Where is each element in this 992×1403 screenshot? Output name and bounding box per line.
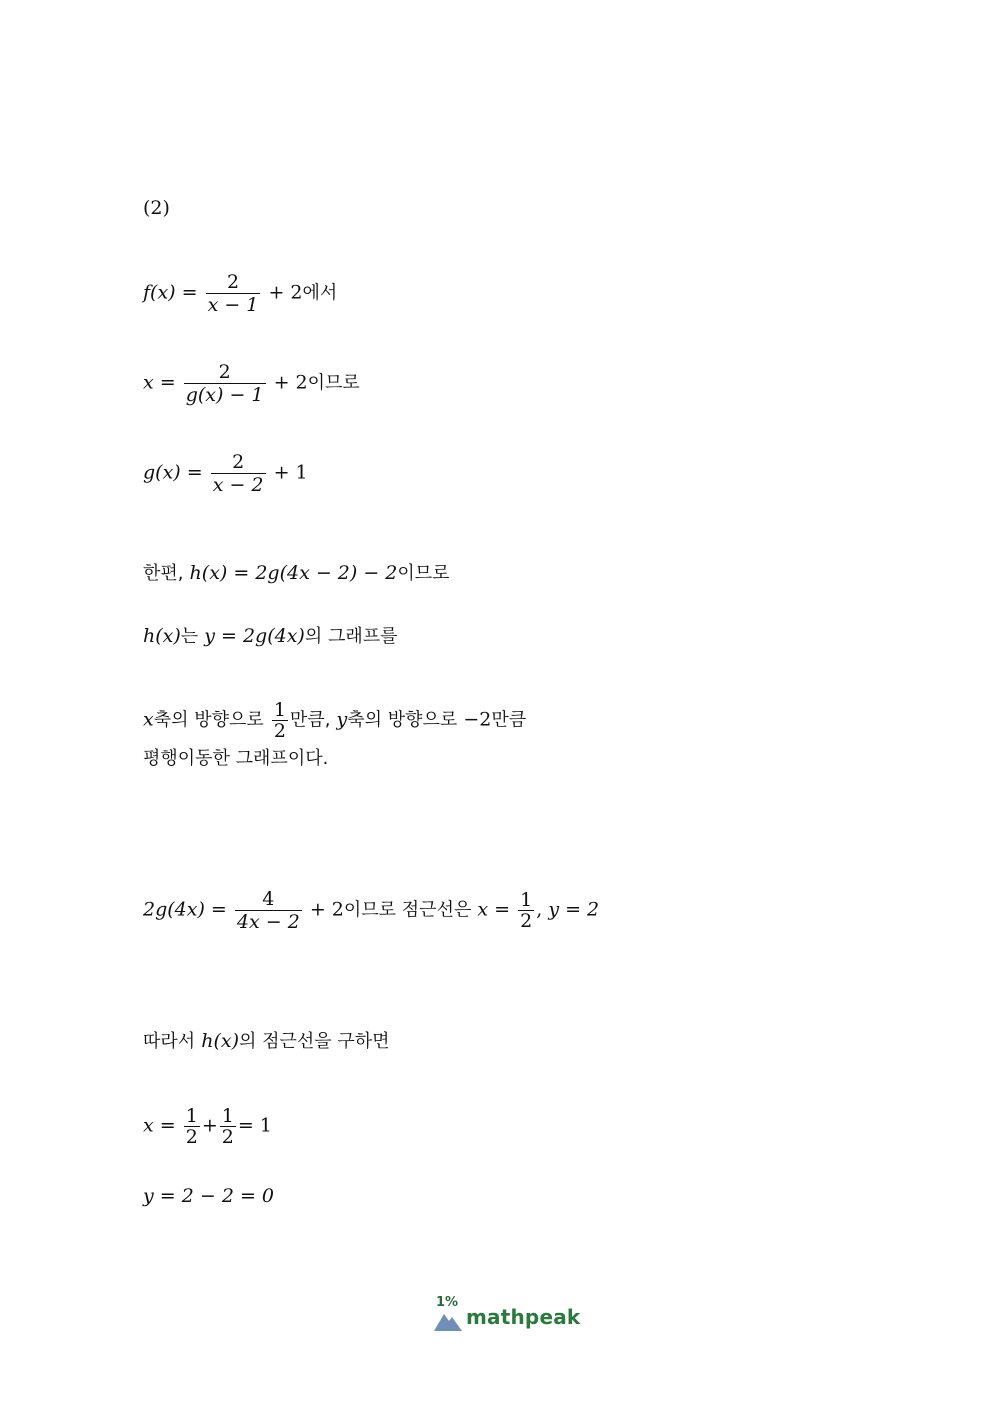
graph-expression-2: y = 2g(4x) [204, 625, 305, 647]
result-x-plus: + [201, 1114, 218, 1137]
asymptote-y: y = 2 [548, 898, 600, 921]
therefore-korean-2: 의 점근선을 구하면 [239, 1031, 390, 1052]
result-x-fraction-2 [220, 1106, 236, 1147]
step-3 [143, 451, 308, 496]
therefore-expression: h(x) [201, 1030, 239, 1052]
step-1-korean: 에서 [302, 282, 338, 304]
step-3-numerator: 2 [211, 451, 266, 474]
meanwhile-korean-2: 이므로 [397, 563, 450, 584]
shift-fraction [272, 700, 288, 741]
step-2 [143, 361, 360, 406]
step-2-denominator: g(x) − 1 [185, 384, 264, 406]
meanwhile-korean: 한편, [143, 563, 184, 584]
step-3-fraction [211, 451, 266, 496]
step-3-rhs: + 1 [273, 461, 308, 484]
step-3-lhs: g(x) = [143, 461, 203, 484]
asymptote-x-fraction [518, 890, 534, 931]
asymptote-denominator: 4x − 2 [236, 911, 300, 933]
shift-denominator: 2 [273, 720, 286, 742]
logo-wordmark: mathpeak [466, 1305, 581, 1329]
therefore-line [143, 1029, 390, 1054]
step-3-denominator: x − 2 [212, 474, 264, 496]
meanwhile-line [143, 561, 450, 586]
asymptote-rhs: + 2 [309, 898, 344, 921]
step-1-denominator: x − 1 [207, 294, 259, 316]
result-x-fraction-1 [184, 1106, 200, 1147]
step-1 [143, 271, 337, 316]
logo-percent: 1% [436, 1295, 459, 1310]
mountain-icon [434, 1311, 462, 1331]
problem-number: (2) [143, 197, 170, 219]
shift-amount: −2 [463, 708, 492, 731]
result-x-lhs: x = [143, 1114, 176, 1137]
shift-y: y [336, 708, 348, 731]
shift-end-line: 평행이동한 그래프이다. [143, 748, 329, 769]
asymptote-x-lhs: x = [477, 898, 511, 921]
asymptote-comma: , [536, 898, 543, 921]
shift-korean-1: 축의 방향으로 [153, 709, 264, 731]
step-2-fraction [184, 361, 266, 406]
asymptote-korean: 이므로 점근선은 [343, 899, 472, 921]
asymptote-lhs: 2g(4x) = [143, 898, 227, 921]
result-y-line [143, 1184, 274, 1208]
step-2-korean: 이므로 [307, 372, 360, 394]
step-1-fraction [206, 271, 261, 316]
step-1-lhs: f(x) = [143, 281, 198, 304]
result-x-numerator-1: 1 [185, 1105, 198, 1127]
graph-korean-1: 는 [180, 626, 199, 647]
step-2-lhs: x = [143, 371, 176, 394]
asymptote-x-numerator: 1 [520, 889, 533, 911]
asymptote-fraction [235, 888, 302, 933]
step-1-rhs: + 2 [268, 281, 303, 304]
step-2-rhs: + 2 [273, 371, 308, 394]
therefore-korean-1: 따라서 [143, 1031, 196, 1052]
step-1-numerator: 2 [206, 271, 261, 294]
shift-korean-3: 축의 방향으로 [347, 709, 458, 731]
graph-expression-1: h(x) [143, 625, 181, 647]
shift-numerator: 1 [273, 699, 286, 721]
result-x-line [143, 1106, 272, 1147]
graph-line [143, 624, 398, 649]
meanwhile-expression: h(x) = 2g(4x − 2) − 2 [189, 562, 398, 584]
result-x-rhs: = 1 [237, 1114, 272, 1137]
step-2-numerator: 2 [184, 361, 266, 384]
result-x-numerator-2: 1 [221, 1105, 234, 1127]
mathpeak-logo [434, 1295, 581, 1335]
shift-korean-2: 만큼, [289, 709, 331, 731]
shift-line [143, 700, 526, 741]
result-y-expression: y = 2 − 2 = 0 [143, 1185, 274, 1207]
result-x-denominator-2: 2 [221, 1126, 234, 1148]
asymptote-numerator: 4 [235, 888, 302, 911]
asymptote-line [143, 888, 599, 933]
shift-korean-4: 만큼 [491, 709, 527, 731]
result-x-denominator-1: 2 [185, 1126, 198, 1148]
asymptote-x-denominator: 2 [520, 910, 533, 932]
shift-x: x [143, 708, 154, 731]
graph-korean-2: 의 그래프를 [304, 626, 398, 647]
